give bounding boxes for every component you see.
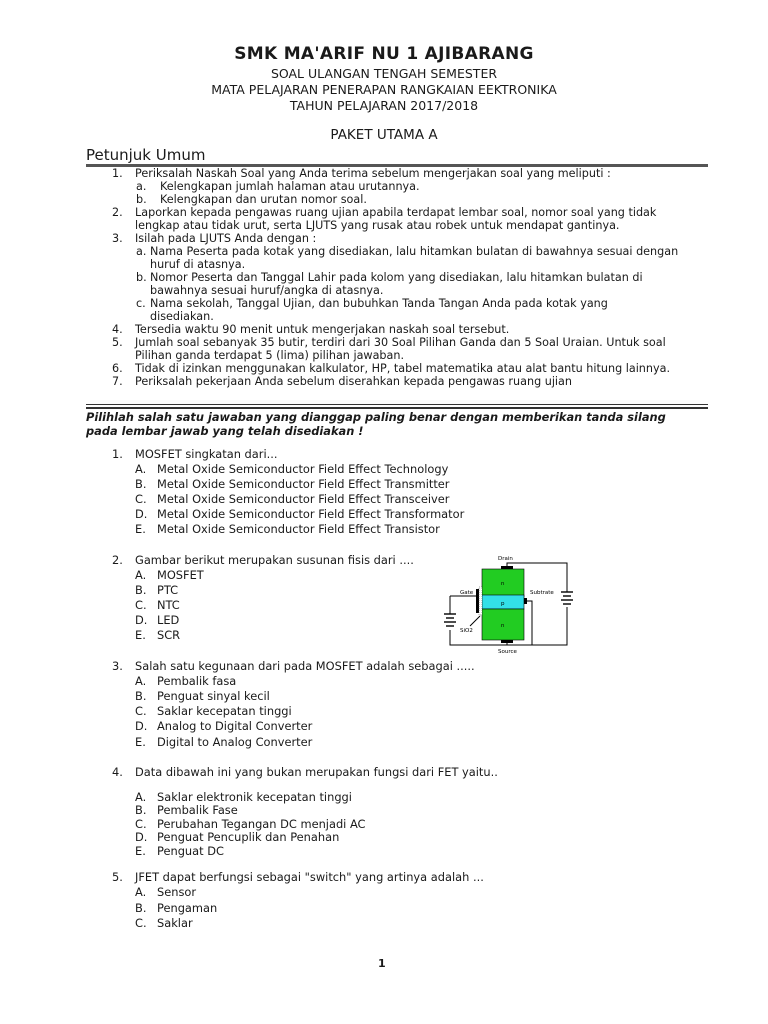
option-letter: C. xyxy=(135,492,147,506)
list-number: a. xyxy=(136,245,147,258)
option-text: Pembalik Fase xyxy=(157,803,238,817)
option-text: Penguat sinyal kecil xyxy=(157,689,270,703)
question-text: Gambar berikut merupakan susunan fisis dari .... xyxy=(135,553,414,567)
svg-text:n: n xyxy=(501,581,505,587)
option-letter: E. xyxy=(135,735,146,749)
question-text: Data dibawah ini yang bukan merupakan fungsi dari FET yaitu.. xyxy=(135,765,498,779)
divider xyxy=(86,404,708,405)
option-text: NTC xyxy=(157,598,180,612)
option-letter: A. xyxy=(135,790,147,804)
list-number: c. xyxy=(136,297,146,310)
svg-text:p: p xyxy=(501,601,505,607)
subject-title: MATA PELAJARAN PENERAPAN RANGKAIAN EEKTRONIKA xyxy=(211,82,557,97)
option-letter: C. xyxy=(135,704,147,718)
option-letter: D. xyxy=(135,613,148,627)
option-text: Penguat DC xyxy=(157,844,224,858)
section-title-petunjuk: Petunjuk Umum xyxy=(86,146,206,164)
option-letter: C. xyxy=(135,817,147,831)
option-letter: A. xyxy=(135,674,147,688)
option-text: Metal Oxide Semiconductor Field Effect Transmitter xyxy=(157,477,450,491)
option-text: Analog to Digital Converter xyxy=(157,719,313,733)
option-letter: A. xyxy=(135,462,147,476)
mosfet-structure-diagram xyxy=(432,552,582,657)
option-letter: D. xyxy=(135,719,148,733)
question-number: 4. xyxy=(112,765,123,779)
page-number: 1 xyxy=(378,957,386,970)
svg-text:n: n xyxy=(501,623,505,629)
list-item: huruf di atasnya. xyxy=(150,258,246,271)
package-label: PAKET UTAMA A xyxy=(330,127,438,143)
list-number: 4. xyxy=(112,323,123,336)
option-text: LED xyxy=(157,613,180,627)
question-text: JFET dapat berfungsi sebagai "switch" yang artinya adalah ... xyxy=(135,870,484,884)
option-letter: D. xyxy=(135,830,148,844)
list-item: Isilah pada LJUTS Anda dengan : xyxy=(135,232,317,245)
list-item: Kelengkapan jumlah halaman atau urutannya. xyxy=(160,180,420,193)
option-letter: D. xyxy=(135,507,148,521)
option-text: Metal Oxide Semiconductor Field Effect Technology xyxy=(157,462,449,476)
list-item: Laporkan kepada pengawas ruang ujian apabila terdapat lembar soal, nomor soal yang tidak xyxy=(135,206,657,219)
option-text: Saklar kecepatan tinggi xyxy=(157,704,292,718)
question-text: Salah satu kegunaan dari pada MOSFET adalah sebagai ..... xyxy=(135,659,475,673)
option-text: Penguat Pencuplik dan Penahan xyxy=(157,830,340,844)
list-number: 2. xyxy=(112,206,123,219)
question-number: 3. xyxy=(112,659,123,673)
list-number: b. xyxy=(136,271,147,284)
list-item: bawahnya sesuai huruf/angka di atasnya. xyxy=(150,284,384,297)
label-substrate: Subtrate xyxy=(530,590,554,596)
option-letter: C. xyxy=(135,598,147,612)
list-item: Pilihan ganda terdapat 5 (lima) pilihan jawaban. xyxy=(135,349,405,362)
list-number: 3. xyxy=(112,232,123,245)
option-letter: C. xyxy=(135,916,147,930)
list-item: Nama Peserta pada kotak yang disediakan, lalu hitamkan bulatan di bawahnya sesuai dengan xyxy=(150,245,679,258)
list-item: Kelengkapan dan urutan nomor soal. xyxy=(160,193,367,206)
option-text: Pembalik fasa xyxy=(157,674,237,688)
list-item: Nomor Peserta dan Tanggal Lahir pada kolom yang disediakan, lalu hitamkan bulatan di xyxy=(150,271,643,284)
option-letter: A. xyxy=(135,885,147,899)
list-number: 5. xyxy=(112,336,123,349)
option-text: SCR xyxy=(157,628,181,642)
list-item: Tidak di izinkan menggunakan kalkulator, HP, tabel matematika atau alat bantu hitung lainnya. xyxy=(135,362,671,375)
list-item: Periksalah Naskah Soal yang Anda terima sebelum mengerjakan soal yang meliputi : xyxy=(135,167,611,180)
list-item: Jumlah soal sebanyak 35 butir, terdiri dari 30 Soal Pilihan Ganda dan 5 Soal Uraian. Untuk soal xyxy=(135,336,666,349)
list-item: Nama sekolah, Tanggal Ujian, dan bubuhkan Tanda Tangan Anda pada kotak yang xyxy=(150,297,608,310)
exam-title: SOAL ULANGAN TENGAH SEMESTER xyxy=(270,66,498,81)
label-drain: Drain xyxy=(498,556,513,562)
question-number: 1. xyxy=(112,447,123,461)
option-letter: B. xyxy=(135,477,147,491)
label-gate: Gate xyxy=(460,590,474,596)
list-item: Tersedia waktu 90 menit untuk mengerjakan naskah soal tersebut. xyxy=(135,323,510,336)
option-letter: B. xyxy=(135,689,147,703)
option-letter: A. xyxy=(135,568,147,582)
option-letter: E. xyxy=(135,844,146,858)
option-text: Sensor xyxy=(157,885,197,899)
label-sio2: SiO2 xyxy=(460,628,473,634)
option-text: Metal Oxide Semiconductor Field Effect Transformator xyxy=(157,507,465,521)
option-text: Pengaman xyxy=(157,901,218,915)
question-number: 5. xyxy=(112,870,123,884)
list-number: 6. xyxy=(112,362,123,375)
list-number: 7. xyxy=(112,375,123,388)
academic-year: TAHUN PELAJARAN 2017/2018 xyxy=(289,98,479,113)
option-text: Metal Oxide Semiconductor Field Effect Transistor xyxy=(157,522,440,536)
list-item: lengkap atau tidak urut, serta LJUTS yang rusak atau robek untuk mendapat gantinya. xyxy=(135,219,620,232)
option-letter: E. xyxy=(135,628,146,642)
list-item: Periksalah pekerjaan Anda sebelum diserahkan kepada pengawas ruang ujian xyxy=(135,375,572,388)
option-text: Digital to Analog Converter xyxy=(157,735,313,749)
instruction-line-2: pada lembar jawab yang telah disediakan ! xyxy=(86,424,364,438)
instruction-line-1: Pilihlah salah satu jawaban yang dianggap paling benar dengan memberikan tanda silang xyxy=(86,410,666,424)
question-text: MOSFET singkatan dari... xyxy=(135,447,278,461)
option-text: Saklar xyxy=(157,916,193,930)
option-text: PTC xyxy=(157,583,179,597)
option-letter: E. xyxy=(135,522,146,536)
divider xyxy=(86,407,708,409)
list-number: a. xyxy=(136,180,147,193)
list-item: disediakan. xyxy=(150,310,214,323)
option-text: Perubahan Tegangan DC menjadi AC xyxy=(157,817,366,831)
question-number: 2. xyxy=(112,553,123,567)
option-text: Saklar elektronik kecepatan tinggi xyxy=(157,790,352,804)
list-number: b. xyxy=(136,193,147,206)
option-text: MOSFET xyxy=(157,568,204,582)
school-name: SMK MA'ARIF NU 1 AJIBARANG xyxy=(234,44,534,64)
option-letter: B. xyxy=(135,901,147,915)
option-letter: B. xyxy=(135,583,147,597)
option-letter: B. xyxy=(135,803,147,817)
label-source: Source xyxy=(498,649,517,655)
option-text: Metal Oxide Semiconductor Field Effect Transceiver xyxy=(157,492,450,506)
list-number: 1. xyxy=(112,167,123,180)
